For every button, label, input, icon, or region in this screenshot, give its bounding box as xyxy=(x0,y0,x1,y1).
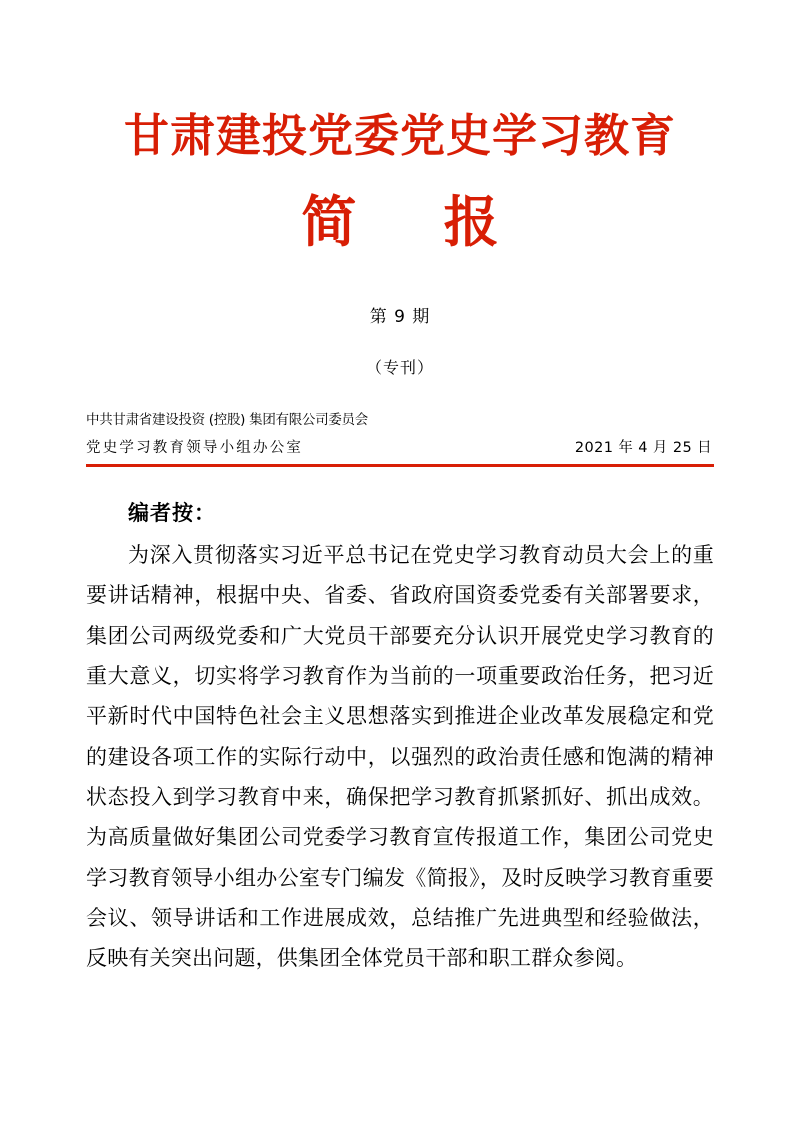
issue-type: （专刊） xyxy=(365,357,434,377)
issuer-office: 党史学习教育领导小组办公室 xyxy=(86,440,304,456)
issuer-row xyxy=(86,436,714,457)
masthead-subtitle: 简 报 xyxy=(301,189,533,255)
issue-number: 第 9 期 xyxy=(369,306,431,327)
masthead xyxy=(86,0,714,258)
red-divider-rule xyxy=(86,464,714,467)
issuer-block xyxy=(86,410,714,467)
masthead-title: 甘肃建投党委党史学习教育 xyxy=(123,109,676,162)
body-paragraph: 为深入贯彻落实习近平总书记在党史学习教育动员大会上的重要讲话精神，根据中央、省委、省政府国资委党委有关部署要求，集团公司两级党委和广大党员干部要充分认识开展党史学习教育的重大意义，切实将学习教育作为当前的一项重要政治任务，把习近平新时代中国特色社会主义思想落实到推进企业改革发展稳定和党的建设各项工作的实际行动中，以强烈的政治责任感和饱满的精神状态投入到学习教育中来，确保把学习教育抓紧抓好、抓出成效。为高质量做好集团公司党委学习教育宣传报道工作，集团公司党史学习教育领导小组办公室专门编发《简报》，及时反映学习教育重要会议、领导讲话和工作进展成效，总结推广先进典型和经验做法，反映有关突出问题，供集团全体党员干部和职工群众参阅。 xyxy=(86,543,714,971)
issuer-organization: 中共甘肃省建设投资 (控股) 集团有限公司委员会 xyxy=(86,411,368,428)
body-section xyxy=(86,497,714,978)
issue-date: 2021 年 4 月 25 日 xyxy=(574,440,712,456)
editor-note-label: 编者按： xyxy=(128,501,216,525)
